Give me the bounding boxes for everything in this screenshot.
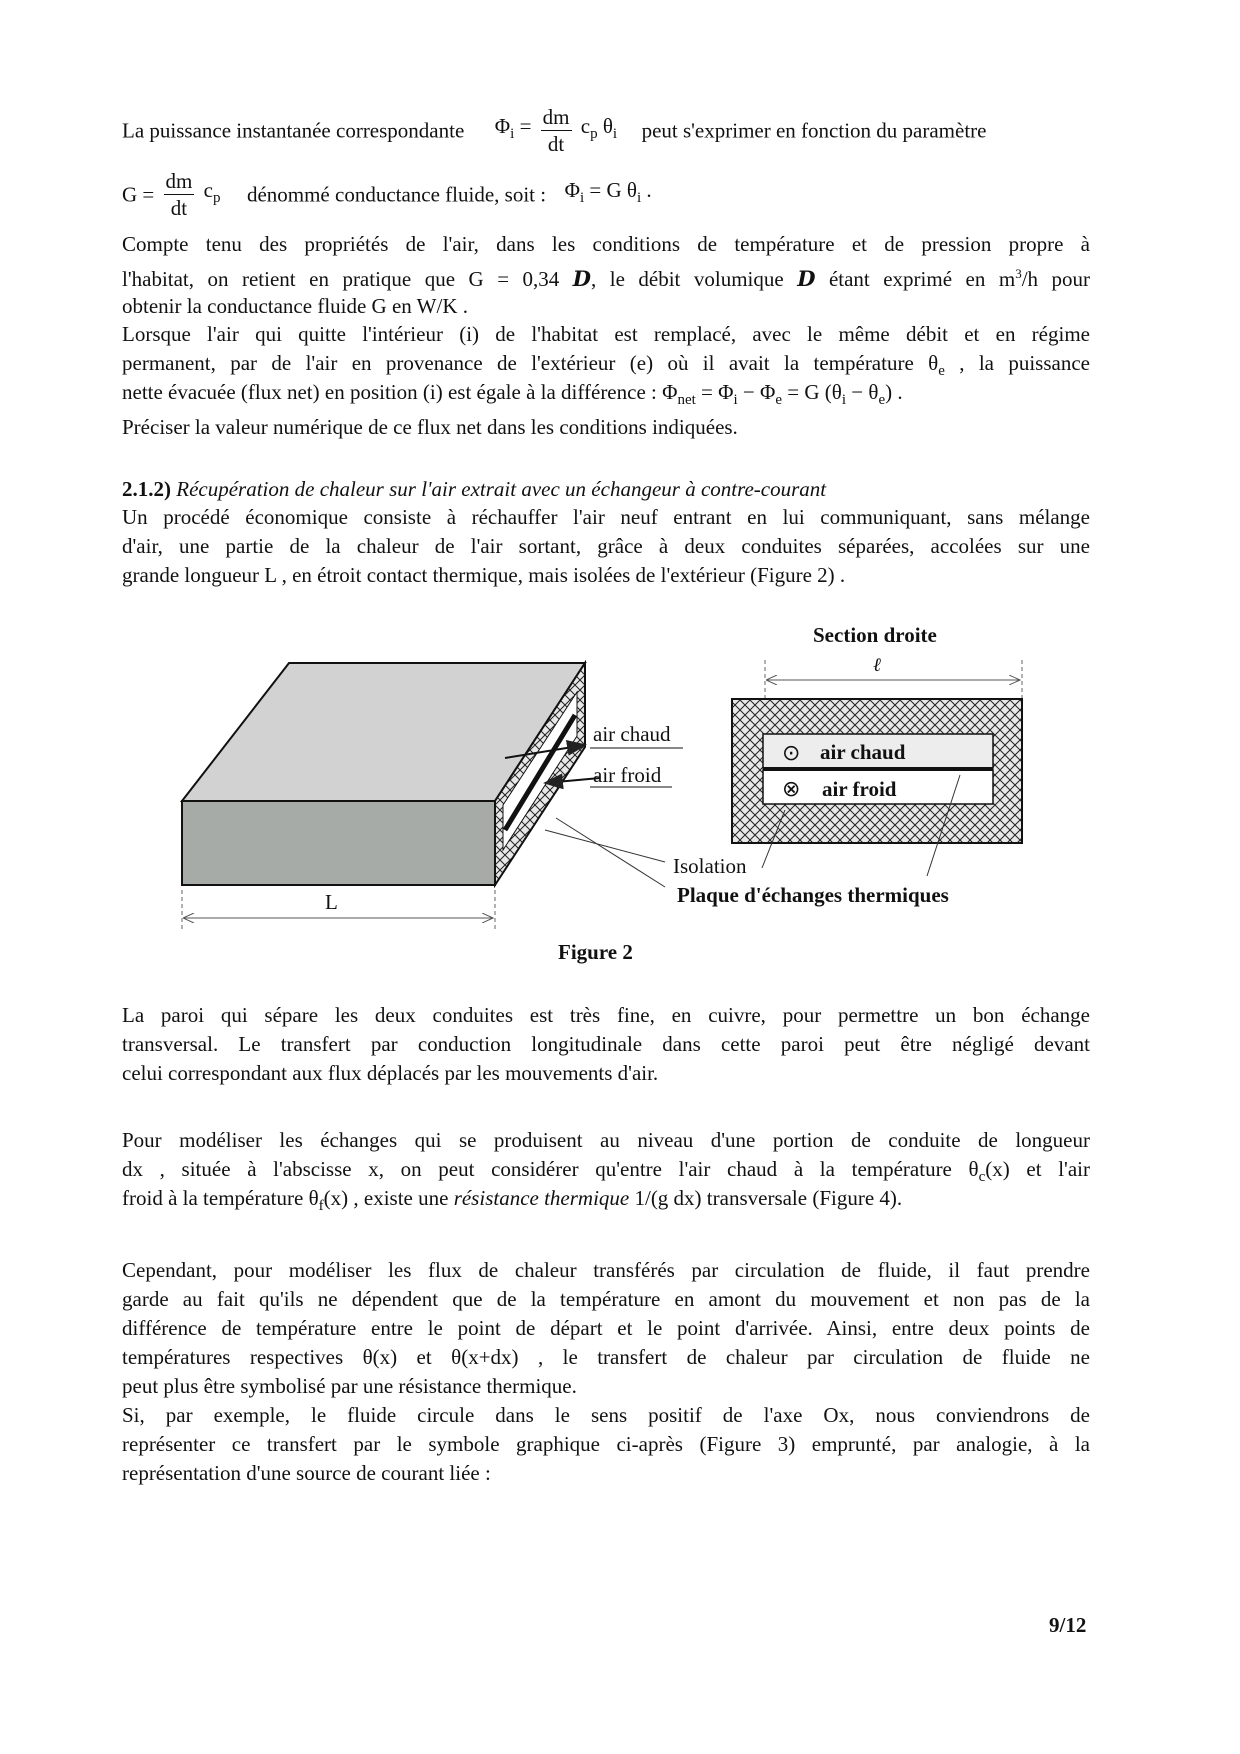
page-number: 9/12: [1049, 1613, 1087, 1637]
net-flux-equation: $\Phi_{net} = \Phi_i - \Phi_e = G$ $(\theta_i - \theta_e)$ .: [662, 380, 903, 409]
dm-dt-fraction: $\frac{dm}{dt}$: [542, 105, 570, 156]
label-isolation: Isolation: [673, 854, 747, 878]
text-line: La paroi qui sépare les deux conduites est très fine, en cuivre, pour permettre un bon échange: [122, 1003, 1090, 1027]
text-line: permanent, par de l'air en provenance de l'extérieur (e) où il avait la température $\theta_e$ , la puissance: [122, 351, 1090, 380]
label-air-froid-left: air froid: [593, 763, 662, 787]
section-number: 2.1.2): [122, 477, 171, 501]
paragraph-paroi: [122, 1001, 1090, 1088]
label-L: L: [325, 890, 338, 914]
paragraph-modeliser: [122, 1126, 1090, 1213]
box-front-face: [182, 801, 495, 885]
text-line: représentation d'une source de courant liée :: [122, 1461, 491, 1485]
cp-theta: $c_p$ $\theta_i$: [580, 114, 618, 143]
para2-text: dénommé conductance fluide, soit :: [246, 182, 547, 207]
g-cp: $c_p$: [203, 178, 221, 207]
text-line: nette évacuée (flux net) en position (i) est égale à la différence : $\Phi_{net} = \Phi_i - \Phi_e = G$ $(\theta_i - \theta_e)$ .: [122, 380, 903, 409]
para1-suffix: peut s'exprimer en fonction du paramètre: [641, 118, 987, 143]
text-line: grande longueur L , en étroit contact thermique, mais isolées de l'extérieur (Figure 2) .: [122, 563, 846, 587]
section-heading: [122, 476, 826, 502]
label-ell: ℓ: [873, 654, 881, 676]
text-line: Préciser la valeur numérique de ce flux net dans les conditions indiquées.: [122, 415, 738, 439]
paragraph-cependant: [122, 1256, 1090, 1488]
text-line: Lorsque l'air qui quitte l'intérieur (i) de l'habitat est remplacé, avec le même débit et en régime: [122, 322, 1090, 346]
label-air-froid-right: air froid: [822, 777, 897, 801]
figure-2-diagram: [0, 600, 1240, 1000]
text-line: Pour modéliser les échanges qui se produisent au niveau d'une portion de conduite de longueur: [122, 1128, 1090, 1152]
text-line: froid à la température $\theta_f(x)$ , existe une résistance thermique 1/(g dx) transversale (Figure 4).: [122, 1186, 903, 1215]
paragraph-procede: [122, 503, 1090, 590]
text-line: dx , située à l'abscisse x, on peut considérer qu'entre l'air chaud à la température $\theta_c(x)$ et l'air: [122, 1157, 1090, 1186]
text-line: peut plus être symbolisé par une résistance thermique.: [122, 1374, 577, 1398]
phi-i-symbol: $\Phi_i$ =: [494, 114, 532, 143]
para1-prefix: La puissance instantanée correspondante: [122, 118, 465, 143]
text-line: températures respectives θ(x) et θ(x+dx) , le transfert de chaleur par circulation de fluide ne: [122, 1345, 1090, 1369]
phi-g-theta-eq: $\Phi_i = G$ $\theta_i$ .: [564, 178, 652, 207]
text-line: Cependant, pour modéliser les flux de chaleur transférés par circulation de fluide, il faut prendre: [122, 1258, 1090, 1282]
text-line: celui correspondant aux flux déplacés par les mouvements d'air.: [122, 1061, 659, 1085]
section-droite-title: Section droite: [813, 623, 937, 647]
text-line: Compte tenu des propriétés de l'air, dans les conditions de température et de pression propre à: [122, 232, 1090, 256]
label-plaque: Plaque d'échanges thermiques: [677, 883, 949, 907]
text-line: différence de température entre le point de départ et le point d'arrivée. Ainsi, entre deux points de: [122, 1316, 1090, 1340]
dot-symbol-icon: ⊙: [782, 741, 801, 766]
text-line: d'air, une partie de la chaleur de l'air sortant, grâce à deux conduites séparées, accolées sur une: [122, 534, 1090, 558]
text-line: représenter ce transfert par le symbole graphique ci-après (Figure 3) emprunté, par analogie, à la: [122, 1432, 1090, 1456]
label-air-chaud-right: air chaud: [820, 740, 906, 764]
text-line: garde au fait qu'ils ne dépendent que de la température en amont du mouvement et non pas de la: [122, 1287, 1090, 1311]
equation-line-2: [122, 168, 652, 221]
g-lhs: G =: [122, 182, 155, 207]
text-line: Si, par exemple, le fluide circule dans le sens positif de l'axe Ox, nous conviendrons de: [122, 1403, 1090, 1427]
equation-line-1: [122, 104, 986, 157]
figure-caption: Figure 2: [558, 940, 633, 964]
text-line: l'habitat, on retient en pratique que G = 0,34 D, le débit volumique D étant exprimé en $m^3/h$ pour: [122, 266, 1091, 291]
text-line: transversal. Le transfert par conduction longitudinale dans cette paroi peut être négligé devant: [122, 1032, 1090, 1056]
section-title: Récupération de chaleur sur l'air extrait avec un échangeur à contre-courant: [176, 477, 827, 501]
cross-symbol-icon: ⊗: [782, 777, 801, 802]
text-line: Un procédé économique consiste à réchauffer l'air neuf entrant en lui communiquant, sans mélange: [122, 505, 1090, 529]
paragraph-air-properties: [122, 230, 1090, 321]
label-air-chaud-left: air chaud: [593, 722, 671, 746]
paragraph-net-flux: [122, 320, 1090, 442]
dm-dt-fraction-2: $\frac{dm}{dt}$: [165, 169, 193, 220]
text-line: obtenir la conductance fluide G en W/K .: [122, 294, 468, 318]
